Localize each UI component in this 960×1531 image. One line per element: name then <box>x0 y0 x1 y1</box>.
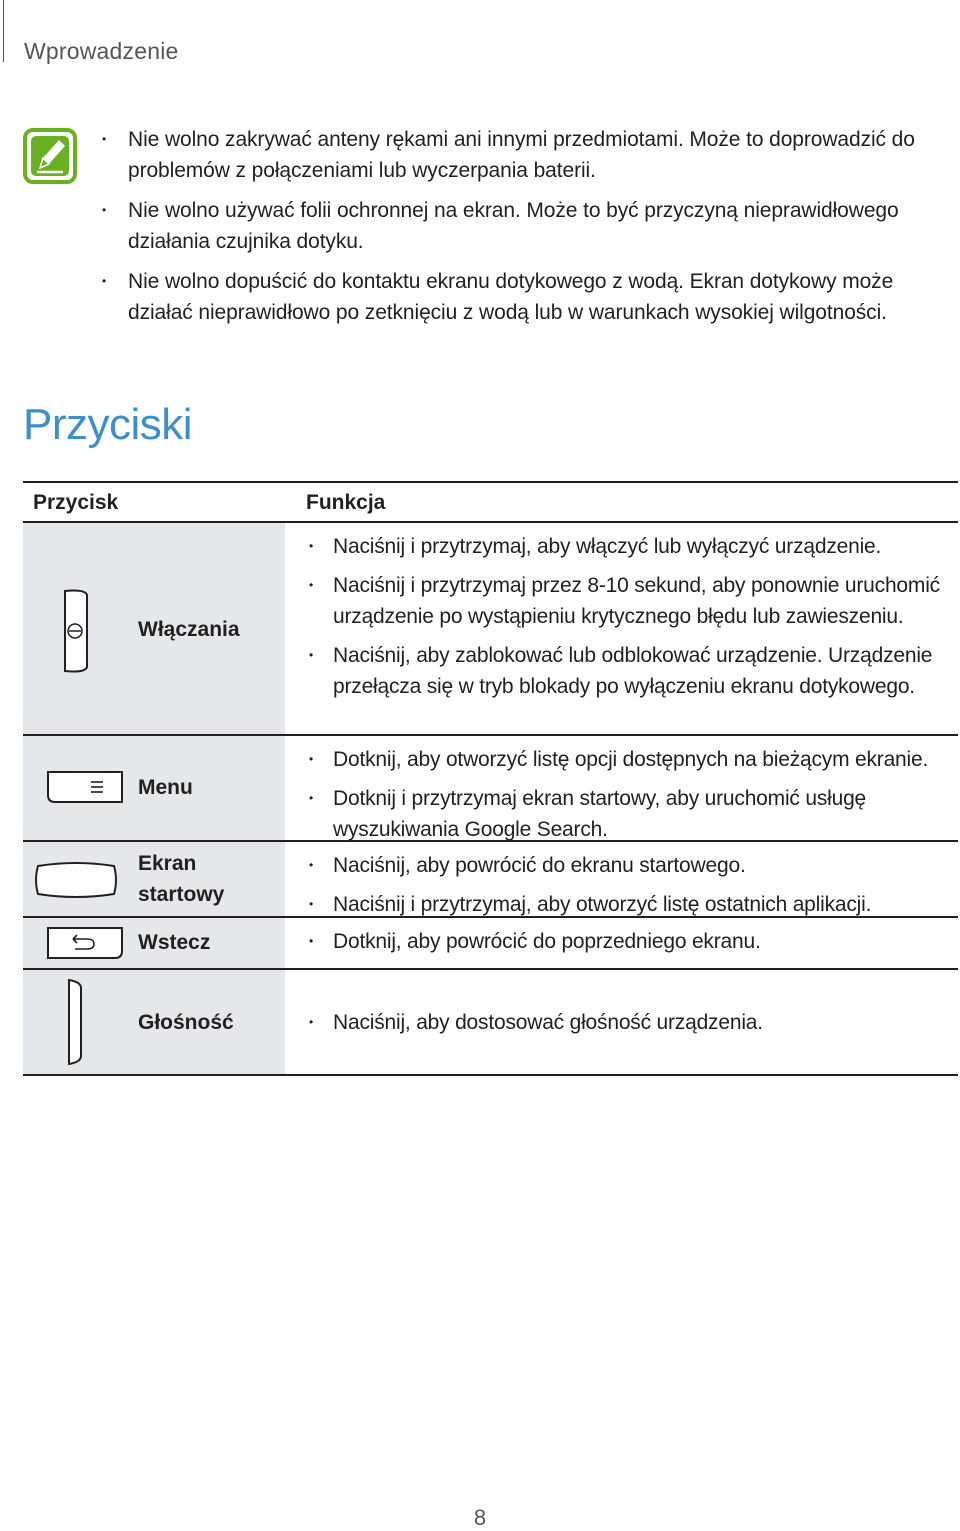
button-name: Włączania <box>138 618 240 641</box>
menu-button-icon <box>45 770 125 804</box>
power-button-icon <box>59 587 91 675</box>
function-item: • Naciśnij, aby dostosować głośność urządzenia. <box>305 1007 960 1038</box>
volume-button-icon <box>65 978 85 1066</box>
table-header <box>23 481 958 523</box>
pencil-note-icon <box>23 128 77 184</box>
function-list <box>305 531 960 710</box>
function-list <box>305 744 960 853</box>
buttons-table <box>23 481 958 1076</box>
function-item: • Dotknij, aby otworzyć listę opcji dostępnych na bieżącym ekranie. <box>305 744 960 775</box>
function-item: • Naciśnij i przytrzymaj przez 8-10 sekund, aby ponownie uruchomić urządzenie po wystąpieniu krytycznego błędu lub zawieszeniu. <box>305 570 960 632</box>
function-item: • Naciśnij i przytrzymaj, aby włączyć lub wyłączyć urządzenie. <box>305 531 960 562</box>
section-heading: Przyciski <box>23 400 193 449</box>
table-row <box>23 970 958 1076</box>
notes-list <box>100 124 950 337</box>
function-list <box>305 850 960 928</box>
function-item: • Naciśnij, aby powrócić do ekranu startowego. <box>305 850 960 881</box>
home-button-icon <box>32 860 120 900</box>
header-function: Funkcja <box>306 491 386 514</box>
table-row <box>23 736 958 842</box>
header-button: Przycisk <box>33 491 119 514</box>
back-button-icon <box>45 926 125 960</box>
function-list <box>305 1007 960 1046</box>
note-item: • Nie wolno dopuścić do kontaktu ekranu dotykowego z wodą. Ekran dotykowy może działać nieprawidłowo po zetknięciu z wodą lub w warunkach wysokiej wilgotności. <box>100 266 950 328</box>
button-name: Ekran startowy <box>138 852 225 906</box>
note-item: • Nie wolno zakrywać anteny rękami ani innymi przedmiotami. Może to doprowadzić do problemów z połączeniami lub wyczerpania baterii. <box>100 124 950 186</box>
button-name: Menu <box>138 776 193 799</box>
button-name: Głośność <box>138 1011 234 1034</box>
section-header: Wprowadzenie <box>24 38 179 64</box>
table-row <box>23 523 958 736</box>
note-item: • Nie wolno używać folii ochronnej na ekran. Może to być przyczyną nieprawidłowego działania czujnika dotyku. <box>100 195 950 257</box>
function-list <box>305 926 960 965</box>
function-item: • Dotknij i przytrzymaj ekran startowy, aby uruchomić usługę wyszukiwania Google Search. <box>305 783 960 845</box>
function-item: • Naciśnij i przytrzymaj, aby otworzyć listę ostatnich aplikacji. <box>305 889 960 920</box>
function-item: • Dotknij, aby powrócić do poprzedniego ekranu. <box>305 926 960 957</box>
table-row <box>23 918 958 970</box>
page-number: 8 <box>473 1505 487 1530</box>
function-item: • Naciśnij, aby zablokować lub odblokować urządzenie. Urządzenie przełącza się w tryb blokady po wyłączeniu ekranu dotykowego. <box>305 640 960 702</box>
page-edge-rule <box>3 0 4 62</box>
button-name: Wstecz <box>138 931 211 954</box>
table-row <box>23 842 958 918</box>
